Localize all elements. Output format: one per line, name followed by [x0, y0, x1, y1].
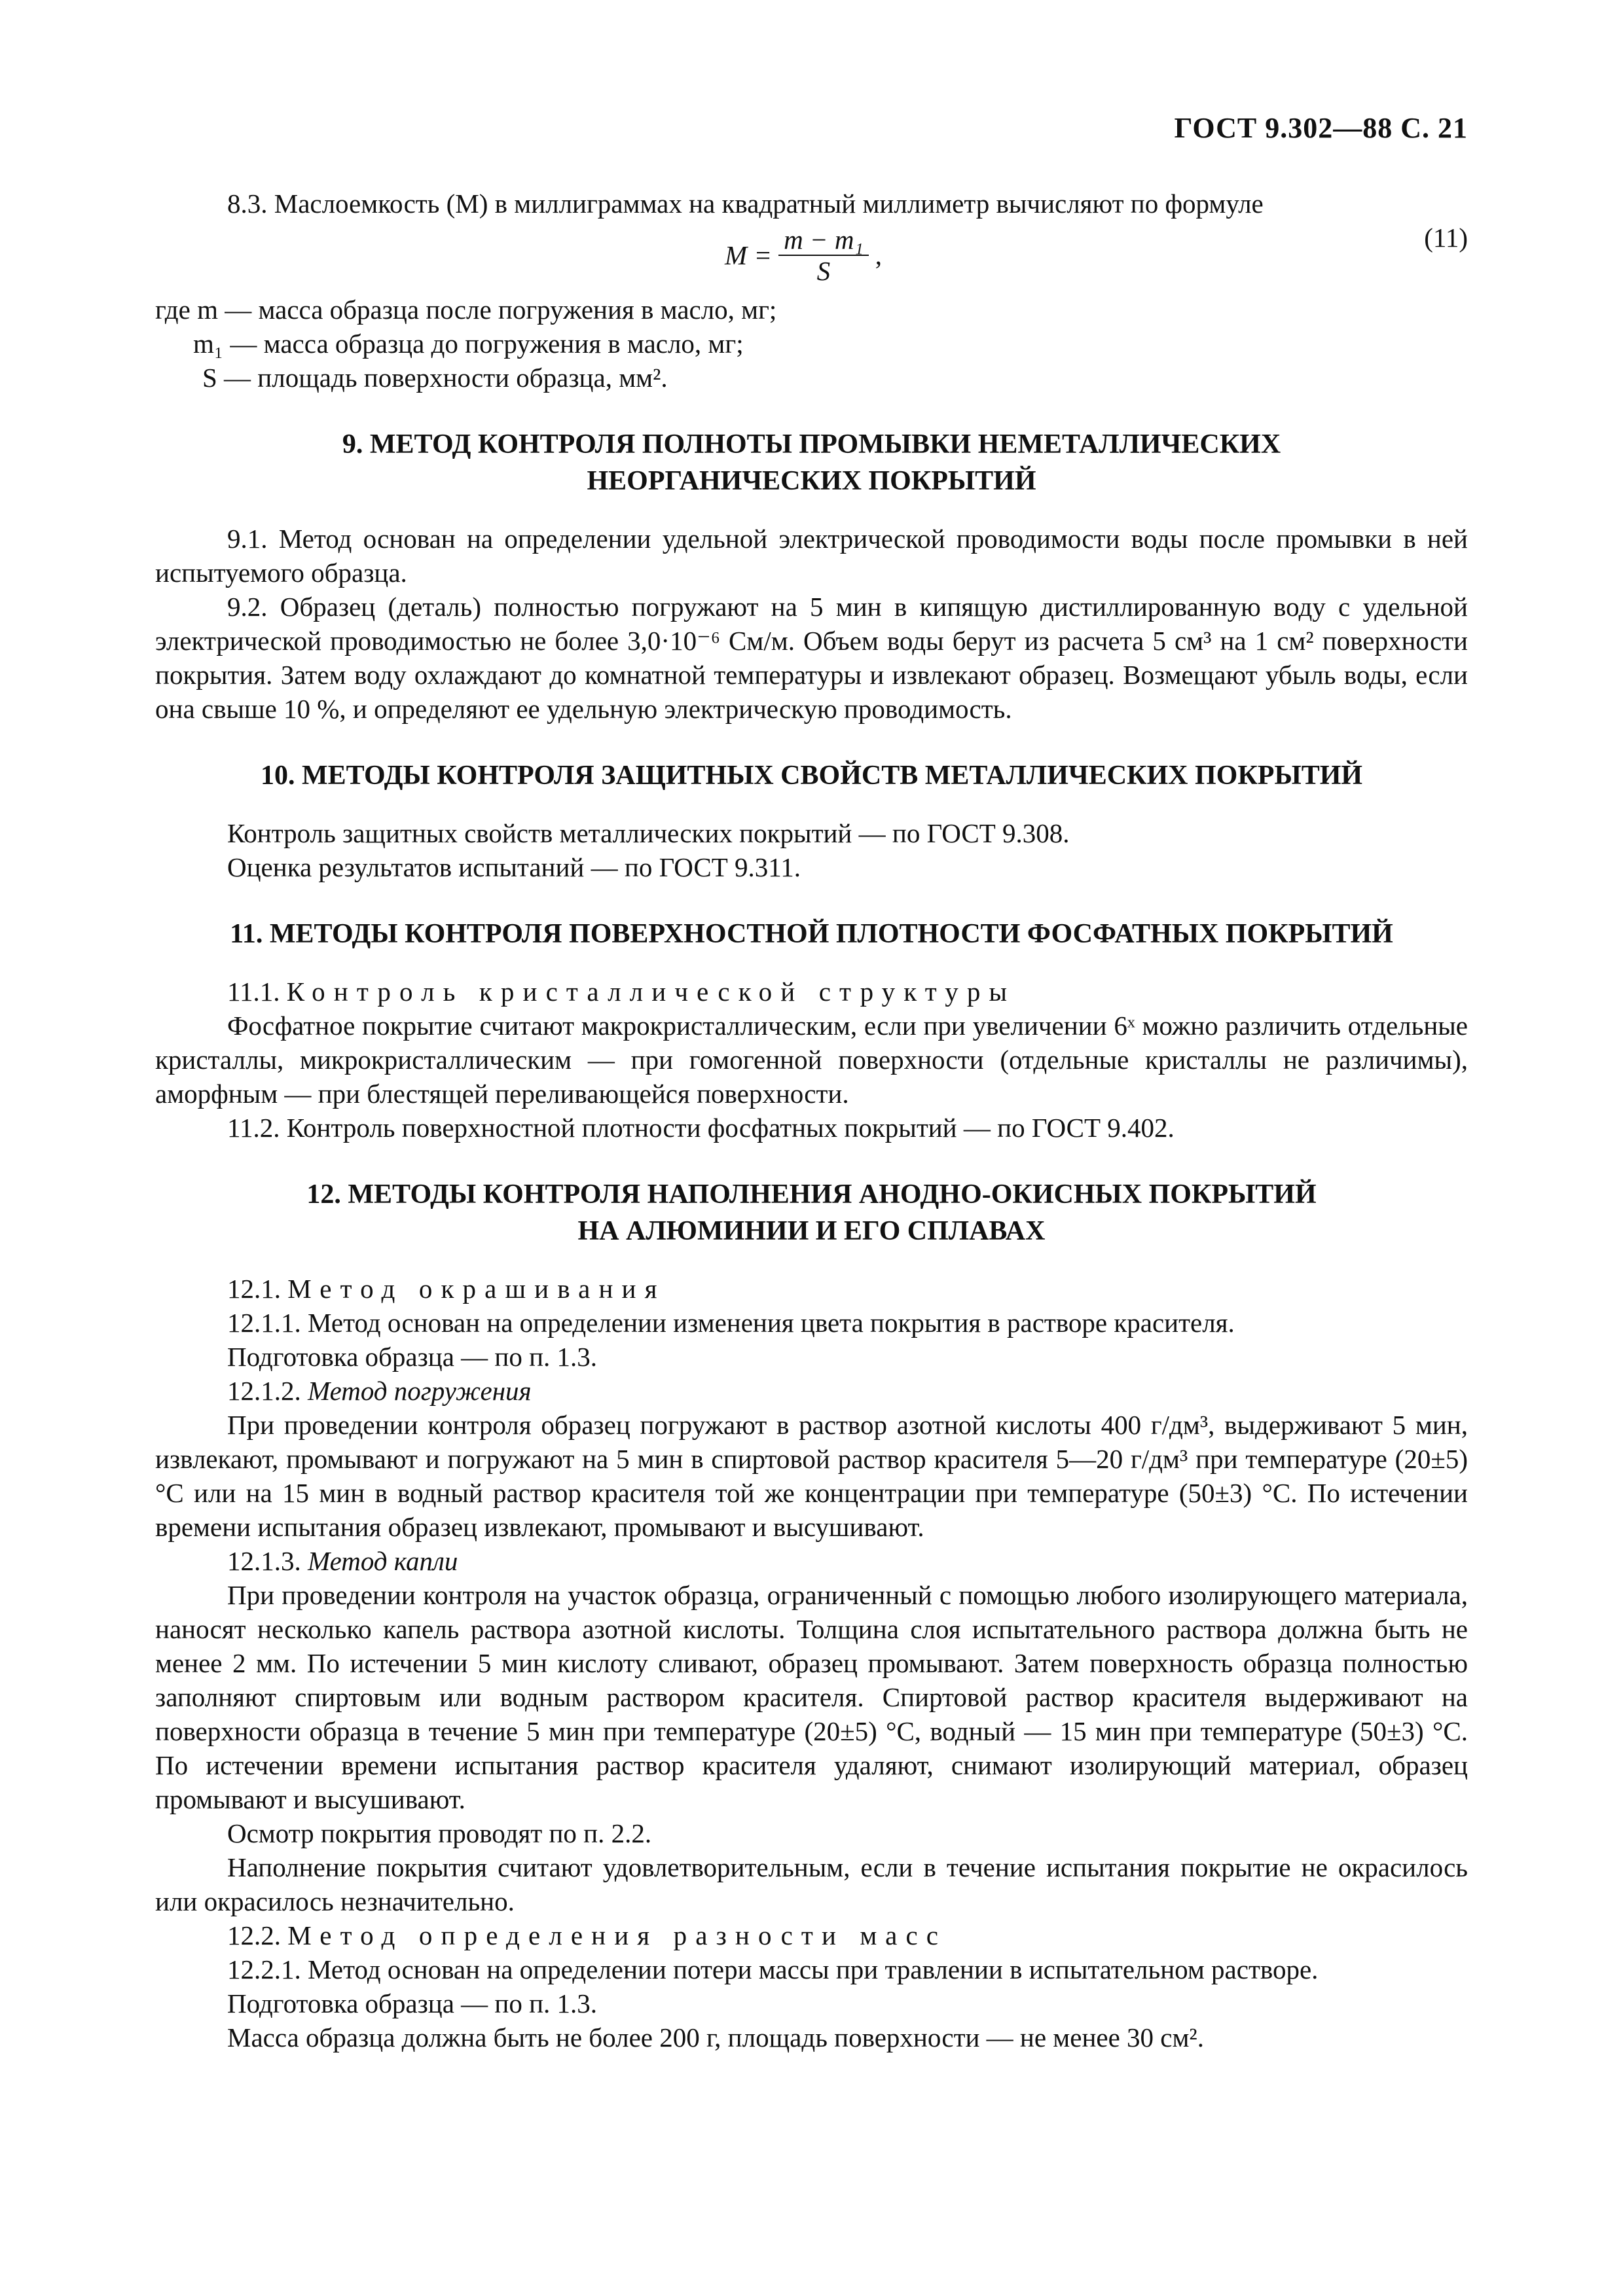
- clause-12-1-3-number: 12.1.3.: [227, 1546, 301, 1576]
- section-9-heading: [155, 426, 1468, 499]
- section-10-line-1: Контроль защитных свойств металлических покрытий — по ГОСТ 9.308.: [227, 818, 1070, 848]
- section-12-heading: [155, 1176, 1468, 1249]
- section-9-heading-line2: НЕОРГАНИЧЕСКИХ ПОКРЫТИЙ: [587, 466, 1036, 496]
- definition-s: S — площадь поверхности образца, мм².: [202, 363, 668, 393]
- clause-9-1: 9.1. Метод основан на определении удельной электрической проводимости воды после промывки в ней испытуемого образца.: [155, 524, 1468, 588]
- clause-11-2: 11.2. Контроль поверхностной плотности фосфатных покрытий — по ГОСТ 9.402.: [227, 1113, 1175, 1143]
- section-11-heading: 11. МЕТОДЫ КОНТРОЛЯ ПОВЕРХНОСТНОЙ ПЛОТНОСТИ ФОСФАТНЫХ ПОКРЫТИЙ: [230, 919, 1393, 949]
- clause-12-1-2-title: [155, 1374, 1468, 1408]
- clause-12-1-2-italic-title: Метод погружения: [308, 1376, 532, 1406]
- formula-11: [155, 221, 1468, 293]
- sample-preparation-2: Подготовка образца — по п. 1.3.: [227, 1988, 598, 2018]
- clause-9-2: 9.2. Образец (деталь) полностью погружают на 5 мин в кипящую дистиллированную воду с удельной электрической проводимостью не более 3,0·10⁻⁶ См/м. Объем воды берут из расчета 5 см³ на 1 см² поверхности покрытия. Затем воду охлаждают до комнатной температуры и извлекают образец. Возмещают убыль воды, если она свыше 10 %, и определяют ее удельную электрическую проводимость.: [155, 592, 1468, 724]
- equation-number: (11): [1424, 223, 1468, 253]
- clause-12-1-3-text: При проведении контроля на участок образца, ограниченный с помощью любого изолирующего материала, наносят несколько капель раствора азотной кислоты. Толщина слоя испытательного раствора должна быть не менее 2 мм. По истечении 5 мин кислоту сливают, образец промывают. Затем поверхность образца полностью заполняют спиртовым или водным раствором красителя. Спиртовой раствор красителя выдерживают на поверхности образца в течение 5 мин при температуре (20±5) °С, водный — 15 мин при температуре (50±3) °С. По истечении времени испытания раствор красителя удаляют, снимают изолирующий материал, образец промывают и высушивают.: [155, 1580, 1468, 1814]
- clause-12-1-title: [155, 1272, 1468, 1306]
- clause-12-1-2-number: 12.1.2.: [227, 1376, 301, 1406]
- section-12-heading-line1: 12. МЕТОДЫ КОНТРОЛЯ НАПОЛНЕНИЯ АНОДНО-ОКИСНЫХ ПОКРЫТИЙ: [306, 1179, 1317, 1210]
- formula-denominator: S: [816, 256, 831, 286]
- section-10-heading: 10. МЕТОДЫ КОНТРОЛЯ ЗАЩИТНЫХ СВОЙСТВ МЕТАЛЛИЧЕСКИХ ПОКРЫТИЙ: [260, 761, 1363, 791]
- formula-fraction: [778, 224, 869, 286]
- clause-11-1-spaced-title: Контроль кристаллической структуры: [286, 977, 1016, 1007]
- page-content: [155, 187, 1468, 2054]
- sample-mass-requirement: Масса образца должна быть не более 200 г, площадь поверхности — не менее 30 см².: [227, 2022, 1204, 2053]
- formula-body: [725, 224, 882, 286]
- formula-comma: ,: [875, 240, 882, 270]
- clause-12-1-3-italic-title: Метод капли: [308, 1546, 458, 1576]
- clause-8-3: 8.3. Маслоемкость (М) в миллиграммах на квадратный миллиметр вычисляют по формуле: [227, 188, 1264, 219]
- formula-numerator: m − m₁: [778, 224, 869, 256]
- page-header: ГОСТ 9.302—88 С. 21: [1174, 112, 1468, 144]
- sample-preparation-1: Подготовка образца — по п. 1.3.: [227, 1342, 598, 1372]
- clause-11-1-title: [155, 975, 1468, 1009]
- section-9-heading-line1: 9. МЕТОД КОНТРОЛЯ ПОЛНОТЫ ПРОМЫВКИ НЕМЕТАЛЛИЧЕСКИХ: [342, 429, 1281, 459]
- clause-12-1-3-title: [155, 1544, 1468, 1578]
- clause-11-1-number: 11.1.: [227, 977, 280, 1007]
- formula-definitions: [155, 293, 1468, 395]
- formula-lhs: M =: [725, 240, 773, 270]
- clause-12-2-number: 12.2.: [227, 1920, 281, 1950]
- clause-11-1-text: Фосфатное покрытие считают макрокристаллическим, если при увеличении 6ˣ можно различить отдельные кристаллы, микрокристаллическим — при гомогенной поверхности (отдельные кристаллы не различимы), аморфным — при блестящей переливающейся поверхности.: [155, 1011, 1468, 1109]
- clause-12-1-1: 12.1.1. Метод основан на определении изменения цвета покрытия в растворе красителя.: [227, 1308, 1235, 1338]
- clause-12-2-title: [155, 1918, 1468, 1952]
- definition-m: где m — масса образца после погружения в масло, мг;: [155, 295, 777, 325]
- definition-m1: m₁ — масса образца до погружения в масло, мг;: [193, 329, 744, 359]
- clause-12-2-1: 12.2.1. Метод основан на определении потери массы при травлении в испытательном растворе.: [227, 1954, 1319, 1984]
- clause-12-1-spaced-title: Метод окрашивания: [287, 1274, 666, 1304]
- clause-12-1-2-text: При проведении контроля образец погружают в раствор азотной кислоты 400 г/дм³, выдерживают 5 мин, извлекают, промывают и погружают на 5 мин в спиртовой раствор красителя 5—20 г/дм³ при температуре (20±5) °С или на 15 мин в водный раствор красителя той же концентрации при температуре (50±3) °С. По истечении времени испытания образец извлекают, промывают и высушивают.: [155, 1410, 1468, 1542]
- section-10-line-2: Оценка результатов испытаний — по ГОСТ 9.311.: [227, 852, 801, 882]
- clause-12-2-spaced-title: Метод определения разности масс: [287, 1920, 947, 1950]
- inspection-note: Осмотр покрытия проводят по п. 2.2.: [227, 1818, 652, 1848]
- filling-criteria: Наполнение покрытия считают удовлетворительным, если в течение испытания покрытие не окрасилось или окрасилось незначительно.: [155, 1852, 1468, 1916]
- section-12-heading-line2: НА АЛЮМИНИИ И ЕГО СПЛАВАХ: [577, 1216, 1046, 1246]
- clause-12-1-number: 12.1.: [227, 1274, 281, 1304]
